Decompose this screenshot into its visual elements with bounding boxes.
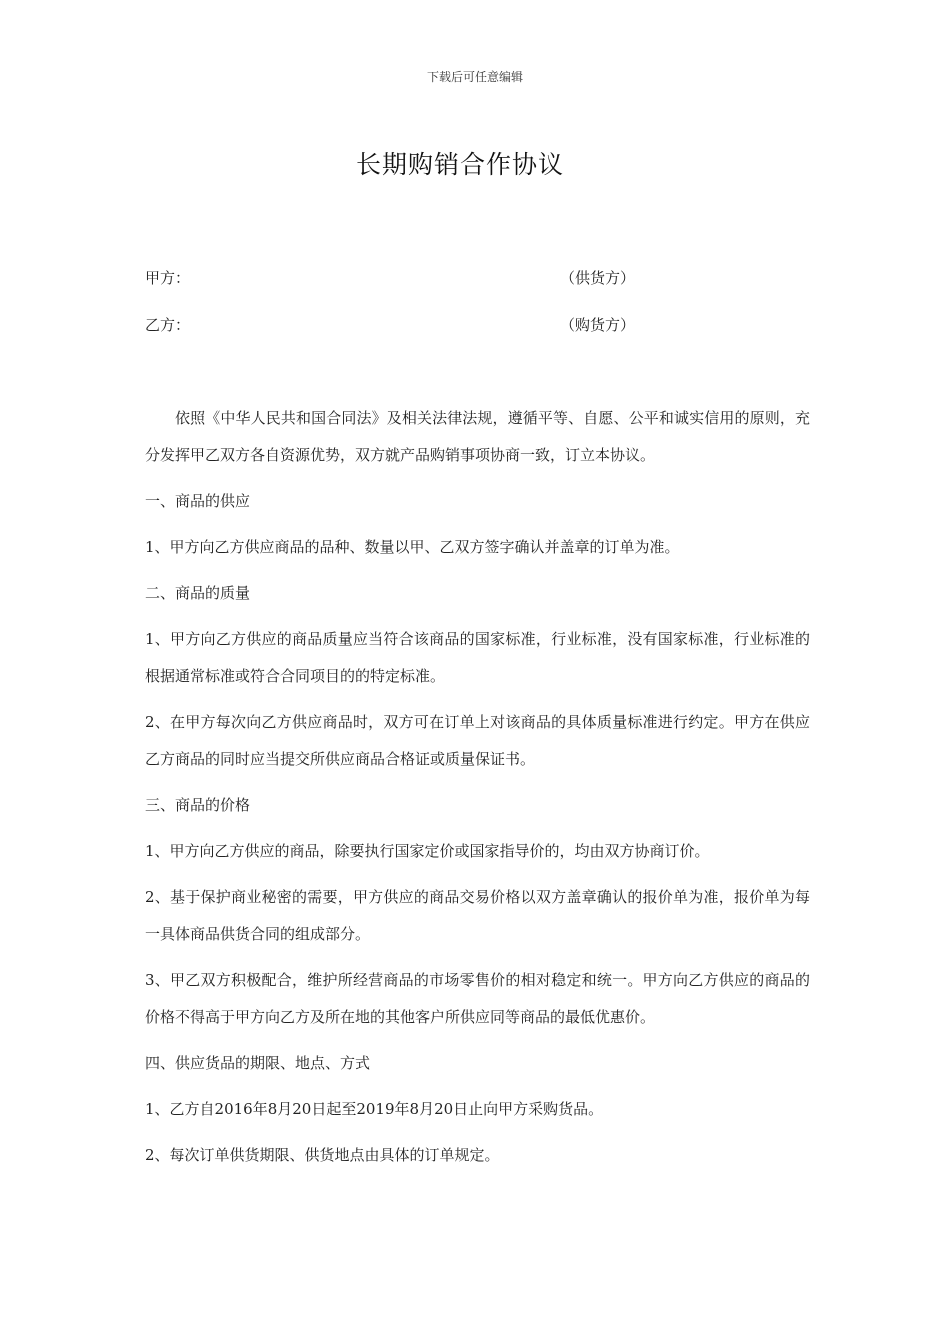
- section-heading-delivery: 四、供应货品的期限、地点、方式: [145, 1054, 371, 1072]
- party-b-label: 乙方：: [145, 316, 191, 334]
- party-b-role: （购货方）: [560, 316, 636, 334]
- clause-quality-2: 2、在甲方每次向乙方供应商品时，双方可在订单上对该商品的具体质量标准进行约定。甲方在供应乙方商品的同时应当提交所供应商品合格证或质量保证书。: [145, 713, 810, 768]
- clause-price-3: 3、甲乙双方积极配合，维护所经营商品的市场零售价的相对稳定和统一。甲方向乙方供应的商品的价格不得高于甲方向乙方及所在地的其他客户所供应同等商品的最低优惠价。: [145, 971, 810, 1026]
- section-heading-quality: 二、商品的质量: [145, 584, 251, 602]
- clause-delivery-1: 1、乙方自2016年8月20日起至2019年8月20日止向甲方采购货品。: [145, 1100, 604, 1118]
- clause-price-2: 2、基于保护商业秘密的需要，甲方供应的商品交易价格以双方盖章确认的报价单为准，报价单为每一具体商品供货合同的组成部分。: [145, 888, 810, 943]
- document-title: 长期购销合作协议: [355, 150, 564, 179]
- party-a-label: 甲方：: [145, 269, 191, 287]
- party-a-role: （供货方）: [560, 269, 636, 287]
- clause-supply-1: 1、甲方向乙方供应商品的品种、数量以甲、乙双方签字确认并盖章的订单为准。: [145, 538, 680, 556]
- clause-price-1: 1、甲方向乙方供应的商品，除要执行国家定价或国家指导价的，均由双方协商订价。: [145, 842, 710, 860]
- agreement-body: [145, 400, 810, 1183]
- intro-paragraph: 依照《中华人民共和国合同法》及相关法律法规，遵循平等、自愿、公平和诚实信用的原则，充分发挥甲乙双方各自资源优势，双方就产品购销事项协商一致，订立本协议。: [145, 409, 810, 464]
- section-heading-price: 三、商品的价格: [145, 796, 251, 814]
- header-note: 下载后可任意编辑: [426, 70, 523, 84]
- clause-delivery-2: 2、每次订单供货期限、供货地点由具体的订单规定。: [145, 1146, 500, 1164]
- section-heading-supply: 一、商品的供应: [145, 492, 251, 510]
- clause-quality-1: 1、甲方向乙方供应的商品质量应当符合该商品的国家标准，行业标准，没有国家标准，行业标准的根据通常标准或符合合同项目的的特定标准。: [145, 630, 810, 685]
